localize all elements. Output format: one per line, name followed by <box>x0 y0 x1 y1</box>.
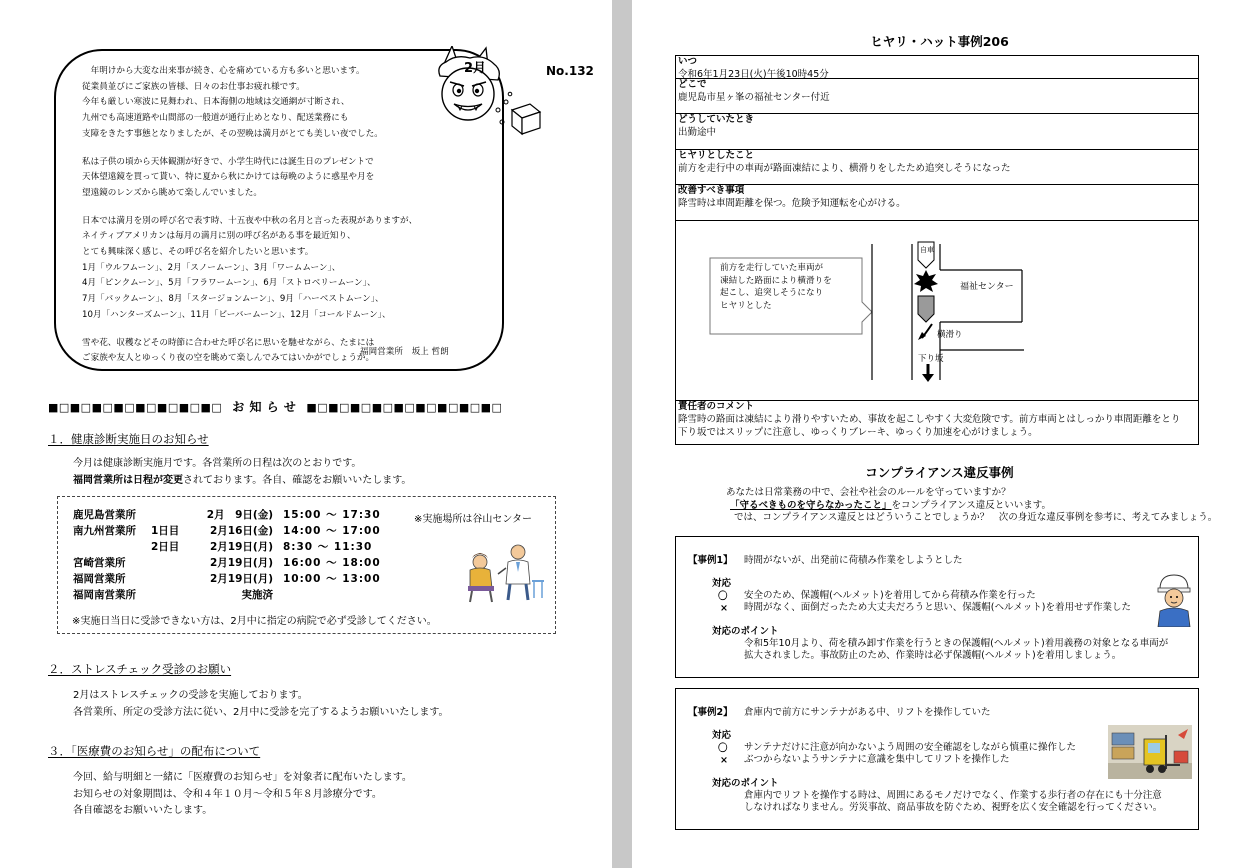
callout-line: 起こし、追突しそうになり <box>720 288 824 298</box>
section-title-stress-check: ２．ストレスチェック受診のお願い <box>48 662 232 676</box>
schedule-time: 16:00 ～ 18:00 <box>283 557 381 569</box>
greeting-line: 日本では満月を別の呼び名で表す時、十五夜や中秋の名月と言った表現がありますが、 <box>82 215 418 226</box>
section-line: お知らせの対象期間は、令和４年１０月～令和５年８月診療分です。 <box>73 788 382 800</box>
case-action-label: 対応 <box>712 730 732 741</box>
field-where <box>675 78 1199 113</box>
callout-line: 凍結した路面により横滑りを <box>720 275 832 286</box>
case-point-label: 対応のポイント <box>712 626 779 637</box>
section-title-medical-notice: ３．「医療費のお知らせ」の配布について <box>48 744 261 758</box>
greeting-line: ご家族や友人とゆっくり夜の空を眺めて楽しんでみてはいかがでしょうか。 <box>82 353 375 364</box>
greeting-line: 雪や花、収穫などその時節に合わせた呼び名に思いを馳せながら、たまには <box>82 337 375 348</box>
schedule-date: 2月19日(月) <box>209 573 273 585</box>
intro-emphasis: 「守るべきものを守らなかったこと」 <box>730 499 892 511</box>
case-tag: 【事例2】 <box>688 707 733 718</box>
schedule-date: 実施済 <box>241 589 273 601</box>
schedule-row <box>73 571 381 587</box>
callout-line: ヒヤリとした <box>720 300 772 311</box>
greeting-text <box>82 64 482 367</box>
greeting-signature: 福岡営業所 坂上 哲朗 <box>360 347 449 357</box>
greeting-line: 支障をきたす事態となりましたが、その翌晩は満月がとても美しい夜でした。 <box>82 128 383 139</box>
greeting-line: 従業員並びにご家族の皆様、日々のお仕事お疲れ様です。 <box>82 81 305 92</box>
case-action-label: 対応 <box>712 578 732 589</box>
case-box-2 <box>675 688 1199 830</box>
helmet-worker-illustration <box>1154 571 1194 627</box>
issue-number: No.132 <box>546 64 594 78</box>
field-value: 降雪時は車間距離を保つ。危険予知運転を心がける。 <box>678 198 906 209</box>
field-value: 前方を走行中の車両が路面凍結により、横滑りをしたため追突しそうになった <box>678 163 1011 174</box>
hiyari-hatto-title: ヒヤリ・ハット事例206 <box>870 34 1009 49</box>
case-point-line: 令和5年10月より、荷を積み卸す作業を行うときの保護帽(ヘルメット)着用義務の対象となる車両が <box>744 638 1169 649</box>
field-when <box>675 55 1199 78</box>
schedule-table <box>73 507 381 603</box>
case-point-label: 対応のポイント <box>712 778 779 789</box>
schedule-day <box>151 571 199 587</box>
comment-line: 降雪時の路面は凍結により滑りやすいため、事故を起こしやすく大変危険です。前方車両とはしっかり車間距離をとり <box>678 414 1181 425</box>
schedule-date: 2月 9日(金) <box>206 509 273 521</box>
field-improvement <box>675 184 1199 220</box>
schedule-row <box>73 587 381 603</box>
intro-line: では、コンプライアンス違反とはどういうことでしょうか？ 次の身近な違反事例を参考に、考えてみましょう。 <box>734 512 1218 523</box>
greeting-line: 天体望遠鏡を買って貰い、特に夏から秋にかけては毎晩のように惑星や月を <box>82 172 375 183</box>
section-line: 各自確認をお願いいたします。 <box>73 805 213 816</box>
greeting-line: 年明けから大変な出来事が続き、心を痛めている方も多いと思います。 <box>82 66 365 76</box>
greeting-line: 1月「ウルフムーン」、2月「スノームーン」、3月「ワームムーン」、 <box>82 262 341 273</box>
section-line: 2月はストレスチェックの受診を実施しております。 <box>73 690 308 701</box>
section-emphasis-line <box>73 473 411 490</box>
schedule-date: 2月19日(月) <box>209 557 273 569</box>
good-mark-icon: 〇 <box>718 743 728 754</box>
bad-mark-icon: × <box>720 755 728 766</box>
schedule-row <box>73 555 381 571</box>
newsletter-page-right <box>632 0 1247 868</box>
compliance-title: コンプライアンス違反事例 <box>865 465 1014 480</box>
case-tag: 【事例1】 <box>688 555 733 566</box>
schedule-date: 2月16日(金) <box>209 525 273 537</box>
notice-title: お 知 ら せ <box>232 400 297 414</box>
section-line: 今回、給与明細と一緒に「医療費のお知らせ」を対象者に配布いたします。 <box>73 772 412 783</box>
schedule-day: 1日目 <box>151 525 180 537</box>
schedule-office: 宮崎営業所 <box>73 557 126 569</box>
section-body-medical-notice <box>73 770 412 820</box>
schedule-office: 福岡南営業所 <box>73 589 136 601</box>
welfare-center-label: 福祉センター <box>960 282 1014 292</box>
month-badge: 2月 <box>464 61 487 76</box>
section-body-health-check <box>73 456 411 489</box>
case-situation: 時間がないが、出発前に荷積み作業をしようとした <box>744 555 963 566</box>
emphasis-rest: されております。各自、確認をお願いいたします。 <box>183 474 412 486</box>
field-label: どうしていたとき <box>678 114 755 125</box>
bad-mark-icon: × <box>720 603 728 614</box>
schedule-office <box>73 539 151 555</box>
section-line: 各営業所、所定の受診方法に従い、2月中に受診を完了するようお願いいたします。 <box>73 706 449 718</box>
intro-line: あなたは日常業務の中で、会社や社会のルールを守っていますか？ <box>726 487 1011 498</box>
form-bottom-border <box>675 444 1199 445</box>
venue-note: ※実施場所は谷山センター <box>414 514 532 525</box>
greeting-paragraph-gap <box>82 202 482 214</box>
greeting-paragraph-gap <box>82 143 482 155</box>
case-situation: 倉庫内で前方にサンテナがある中、リフトを操作していた <box>744 707 991 718</box>
callout-line: 前方を走行していた車両が <box>720 263 824 273</box>
schedule-time: 14:00 ～ 17:00 <box>283 525 381 537</box>
schedule-time: 15:00 ～ 17:30 <box>283 509 381 521</box>
schedule-time: 10:00 ～ 13:00 <box>283 573 381 585</box>
section-body-stress-check <box>73 688 449 721</box>
greeting-line: 望遠鏡のレンズから眺めて楽しんでいました。 <box>82 187 262 198</box>
intro-rest: をコンプライアンス違反といいます。 <box>891 499 1052 511</box>
schedule-row <box>73 523 381 539</box>
diagram-callout-text <box>720 262 832 312</box>
case-bad-action: ぶつからないようサンテナに意識を集中してリフトを操作した <box>744 754 1010 765</box>
field-comment <box>675 400 1199 444</box>
notice-decoration-left: ■□■□■□■□■□■□■□■□ <box>48 401 223 414</box>
schedule-time: 8:30 ～ 11:30 <box>283 541 373 553</box>
section-line: 今月は健康診断実施月です。各営業所の日程は次のとおりです。 <box>73 458 362 469</box>
greeting-line: 7月「バックムーン」、8月「スタージョンムーン」、9月「ハーベストムーン」、 <box>82 294 384 305</box>
schedule-date: 2月19日(月) <box>209 541 273 553</box>
notice-decoration-right: ■□■□■□■□■□■□■□■□■□ <box>306 401 503 414</box>
section-title-health-check: １．健康診断実施日のお知らせ <box>48 432 209 446</box>
greeting-line: 今年も厳しい寒波に見舞われ、日本海側の地域は交通網が寸断され、 <box>82 97 350 108</box>
schedule-row <box>73 539 381 555</box>
field-value: 令和6年1月23日(火)午後10時45分 <box>678 69 829 80</box>
greeting-line: ネイティブアメリカンは毎月の満月に別の呼び名がある事を最近知り、 <box>82 231 356 242</box>
case-good-action: サンテナだけに注意が向かないよう周囲の安全確認をしながら慎重に操作した <box>744 742 1077 753</box>
doctor-consultation-illustration <box>462 540 547 605</box>
case-box-1 <box>675 536 1199 678</box>
compliance-intro <box>726 487 1217 525</box>
forklift-warehouse-illustration <box>1108 725 1192 779</box>
case-bad-action: 時間がなく、面倒だったため大丈夫だろうと思い、保護帽(ヘルメット)を着用せず作業した <box>744 602 1131 613</box>
schedule-office: 南九州営業所 <box>73 525 136 537</box>
schedule-row <box>73 507 381 523</box>
field-value: 出勤途中 <box>678 127 717 138</box>
schedule-time <box>283 587 381 603</box>
field-doing <box>675 113 1199 149</box>
emphasis-bold: 福岡営業所は日程が変更 <box>73 474 183 486</box>
schedule-day <box>151 507 199 523</box>
greeting-line: 4月「ピンクムーン」、5月「フラワームーン」、6月「ストロベリームーン」、 <box>82 278 376 289</box>
good-mark-icon: 〇 <box>718 591 728 602</box>
oni-mascot-icon <box>436 46 546 136</box>
greeting-line: 10月「ハンターズムーン」、11月「ビーバームーン」、12月「コールドムーン」、 <box>82 309 391 320</box>
newsletter-page-left <box>0 0 612 868</box>
own-car-label: 自車 <box>920 246 934 254</box>
field-label: どこで <box>678 79 707 90</box>
field-label: 責任者のコメント <box>678 401 755 412</box>
notice-heading <box>48 398 502 415</box>
schedule-day <box>151 555 199 571</box>
schedule-day <box>151 587 199 603</box>
case-good-action: 安全のため、保護帽(ヘルメット)を着用してから荷積み作業を行った <box>744 590 1036 601</box>
greeting-line: とても興味深く感じ、その呼び名を紹介したいと思います。 <box>82 247 314 258</box>
greeting-line: 私は子供の頃から天体観測が好きで、小学生時代には誕生日のプレゼントで <box>82 156 374 167</box>
schedule-day: 2日目 <box>151 541 180 553</box>
skid-label: 横滑り <box>937 330 963 340</box>
comment-line: 下り坂ではスリップに注意し、ゆっくりブレーキ、ゆっくり加速を心がけましょう。 <box>678 427 1038 438</box>
greeting-line: 九州でも高速道路や山間部の一般道が通行止めとなり、配送業務にも <box>82 113 349 124</box>
field-label: ヒヤリとしたこと <box>678 150 755 161</box>
field-label: 改善すべき事項 <box>678 185 745 196</box>
schedule-office: 鹿児島営業所 <box>73 509 136 521</box>
field-value: 鹿児島市星ヶ峯の福祉センター付近 <box>678 92 830 103</box>
downhill-label: 下り坂 <box>918 354 944 364</box>
case-point-line: 倉庫内でリフトを操作する時は、周囲にあるモノだけでなく、作業する歩行者の存在にも十分注意 <box>744 790 1162 801</box>
field-near-miss <box>675 149 1199 184</box>
field-label: いつ <box>678 56 698 67</box>
schedule-office: 福岡営業所 <box>73 573 126 585</box>
greeting-paragraph-gap <box>82 324 482 336</box>
intro-line <box>726 500 1217 513</box>
case-point-line: しなければなりません。労災事故、商品事故を防ぐため、視野を広く安全確認を行ってください。 <box>744 802 1163 813</box>
exam-note: ※実施日当日に受診できない方は、2月中に指定の病院で必ず受診してください。 <box>72 616 437 627</box>
case-point-line: 拡大されました。事故防止のため、作業時は必ず保護帽(ヘルメット)を着用しましょう。 <box>744 650 1122 661</box>
